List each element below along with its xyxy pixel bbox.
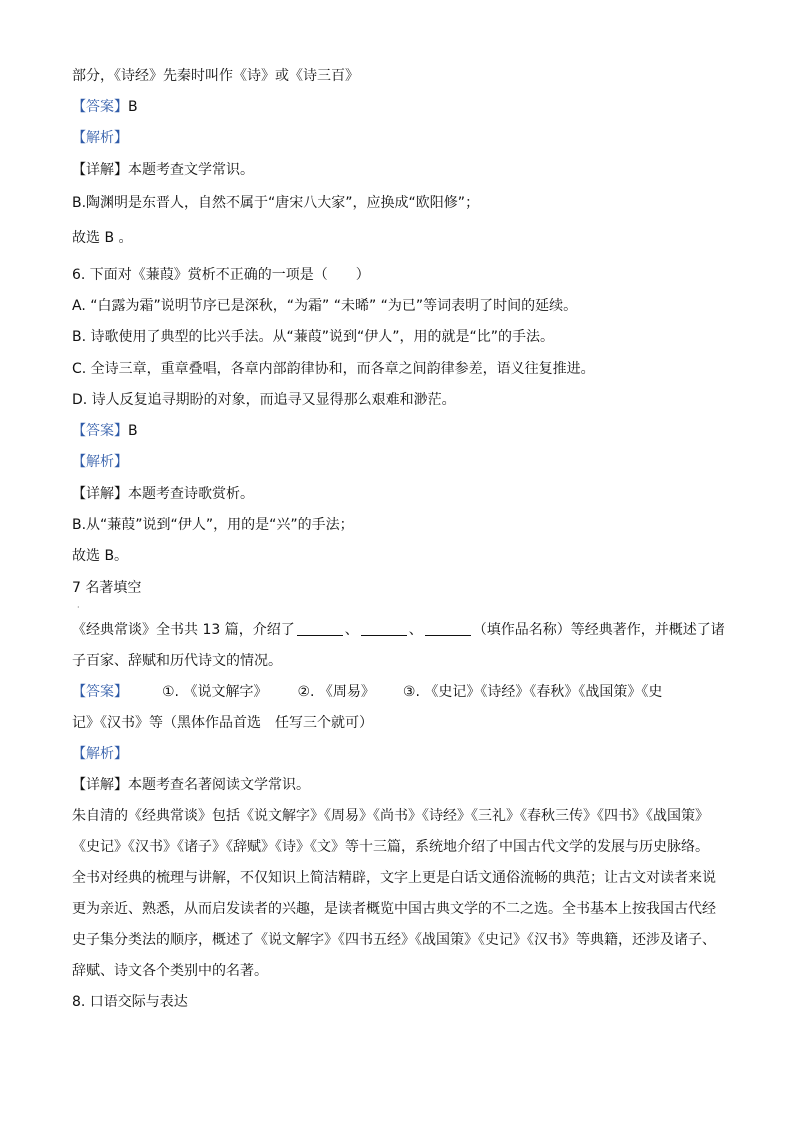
answer-line-5 xyxy=(72,97,732,117)
question-7: 7 名著填空 xyxy=(72,580,142,596)
answer-tag: 【答案】 xyxy=(72,99,128,115)
answer-item-3: ③. 《史记》《诗经》《春秋》《战国策》《史 xyxy=(402,684,663,700)
answer-value: B xyxy=(128,423,138,439)
conclusion-line: 故选 B 。 xyxy=(72,230,133,246)
analysis-tag-line xyxy=(72,452,732,472)
detail-paragraph-line: 更为亲近、熟悉，从而启发读者的兴趣，是读者概览中国古典文学的不二之选。全书基本上按我国古代经 xyxy=(72,901,716,917)
analysis-tag: 【解析】 xyxy=(72,130,128,146)
question-7-text xyxy=(72,620,732,640)
detail-text: 本题考查文学常识。 xyxy=(128,162,254,178)
fill-blank-3[interactable] xyxy=(425,621,471,636)
question-8: 8. 口语交际与表达 xyxy=(72,994,188,1010)
analysis-tag: 【解析】 xyxy=(72,454,128,470)
detail-paragraph-line: 《史记》《汉书》《诸子》《辞赋》《诗》《文》等十三篇，系统地介绍了中国古代文学的发展与历史脉络。 xyxy=(72,839,709,855)
conclusion-line: 故选 B。 xyxy=(72,548,129,564)
detail-tag: 【详解】 xyxy=(72,486,128,502)
detail-explanation: B.从“蒹葭”说到“伊人”，用的是“兴”的手法； xyxy=(72,517,354,533)
detail-line-7 xyxy=(72,775,732,795)
option-b: B. 诗歌使用了典型的比兴手法。从“蒹葭”说到“伊人”，用的就是“比”的手法。 xyxy=(72,329,555,345)
detail-paragraph-line: 史子集分类法的顺序，概述了《说文解字》《四书五经》《战国策》《史记》《汉书》等典籍，还涉及诸子、 xyxy=(72,932,716,948)
analysis-tag-line xyxy=(72,128,732,148)
option-a: A. “白露为霜”说明节序已是深秋，“为霜” “未晞” “为已”等词表明了时间的延续。 xyxy=(72,298,578,314)
detail-paragraph-line: 辞赋、诗文各个类别中的名著。 xyxy=(72,963,268,979)
answer-tag: 【答案】 xyxy=(72,684,128,700)
detail-tag: 【详解】 xyxy=(72,777,128,793)
answer-item-1: ①. 《说文解字》 xyxy=(162,684,268,700)
answer-item-2: ②. 《周易》 xyxy=(297,684,375,700)
q7-text-end: （填作品名称）等经典著作，并概述了诸 xyxy=(472,622,725,638)
separator: 、 xyxy=(408,622,423,638)
answer-line-7 xyxy=(72,682,732,702)
detail-tag: 【详解】 xyxy=(72,162,128,178)
detail-text: 本题考查名著阅读文学常识。 xyxy=(128,777,310,793)
answer-continuation: 记》《汉书》等（黑体作品首选 任写三个就可） xyxy=(72,715,373,731)
option-c: C. 全诗三章，重章叠唱，各章内部韵律协和，而各章之间韵律参差，语义往复推进。 xyxy=(72,361,595,377)
analysis-tag-line xyxy=(72,744,732,764)
question-7-text-cont: 子百家、辞赋和历代诗文的情况。 xyxy=(72,653,282,669)
detail-text: 本题考查诗歌赏析。 xyxy=(128,486,254,502)
analysis-tag: 【解析】 xyxy=(72,746,128,762)
fill-blank-2[interactable] xyxy=(361,621,407,636)
detail-explanation: B.陶渊明是东晋人，自然不属于“唐宋八大家”，应换成“欧阳修”； xyxy=(72,195,480,211)
detail-paragraph-line: 全书对经典的梳理与讲解，不仅知识上简洁精辟，文字上更是白话文通俗流畅的典范；让古文对读者来说 xyxy=(72,870,716,886)
answer-value: B xyxy=(128,99,138,115)
small-mark: · xyxy=(77,603,80,612)
paragraph-continuation: 部分，《诗经》先秦时叫作《诗》或《诗三百》 xyxy=(72,68,359,84)
fill-blank-1[interactable] xyxy=(297,621,343,636)
answer-line-6 xyxy=(72,421,732,441)
q7-text-start: 《经典常谈》全书共 13 篇，介绍了 xyxy=(72,622,295,638)
answer-tag: 【答案】 xyxy=(72,423,128,439)
detail-paragraph-line: 朱自清的《经典常谈》包括《说文解字》《周易》《尚书》《诗经》《三礼》《春秋三传》《四书》《战国策》 xyxy=(72,808,709,824)
separator: 、 xyxy=(344,622,359,638)
detail-line-5 xyxy=(72,160,732,180)
detail-line-6 xyxy=(72,484,732,504)
question-6: 6. 下面对《蒹葭》赏析不正确的一项是（ ） xyxy=(72,267,370,283)
option-d: D. 诗人反复追寻期盼的对象，而追寻又显得那么艰难和渺茫。 xyxy=(72,392,456,408)
